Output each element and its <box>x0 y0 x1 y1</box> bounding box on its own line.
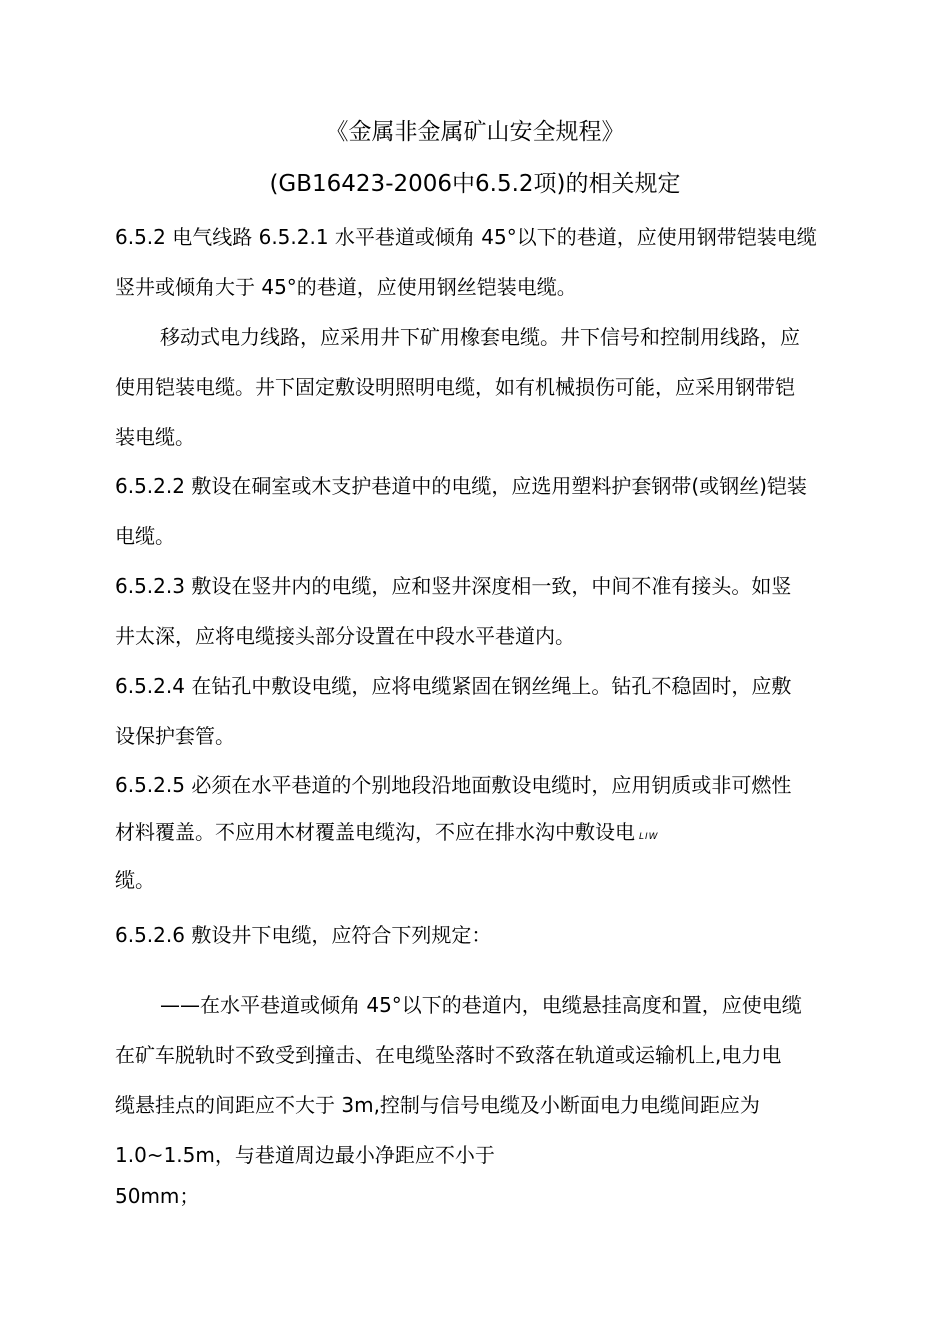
text-line: 6.5.2.4 在钻孔中敷设电缆，应将电缆紧固在钢丝绳上。钻孔不稳固时，应敷 <box>115 674 792 698</box>
text-line: 在矿车脱轨时不致受到撞击、在电缆坠落时不致落在轨道或运输机上,电力电 <box>115 1043 782 1067</box>
text-line: 6.5.2 电气线路 6.5.2.1 水平巷道或倾角 45°以下的巷道，应使用钢带铠装电缆 <box>115 225 817 249</box>
text-line: 6.5.2.5 必须在水平巷道的个别地段沿地面敷设电缆时，应用钥质或非可燃性 <box>115 773 792 797</box>
text-line: 井太深，应将电缆接头部分设置在中段水平巷道内。 <box>115 624 575 648</box>
text-line: 50mm； <box>115 1184 200 1208</box>
document-title: 《金属非金属矿山安全规程》 <box>325 119 625 145</box>
document-subtitle: (GB16423-2006中6.5.2项)的相关规定 <box>269 171 681 197</box>
text-line: 使用铠装电缆。井下固定敷设明照明电缆，如有机械损伤可能，应采用钢带铠 <box>115 375 795 399</box>
text-line: 电缆。 <box>115 524 175 548</box>
text-line: 6.5.2.6 敷设井下电缆，应符合下列规定： <box>115 923 492 947</box>
text-line: ——在水平巷道或倾角 45°以下的巷道内，电缆悬挂高度和置，应使电缆 <box>160 993 802 1017</box>
text-line-with-artifact <box>115 820 659 849</box>
text-line: 装电缆。 <box>115 425 195 449</box>
scan-artifact-text: LIW <box>639 832 659 842</box>
text-line-content: 材料覆盖。不应用木材覆盖电缆沟，不应在排水沟中敷设电 <box>115 820 635 844</box>
text-line: 移动式电力线路，应采用井下矿用橡套电缆。井下信号和控制用线路，应 <box>160 325 800 349</box>
text-line: 缆。 <box>115 868 155 892</box>
text-line: 竖井或倾角大于 45°的巷道，应使用钢丝铠装电缆。 <box>115 275 577 299</box>
text-line: 设保护套管。 <box>115 724 235 748</box>
text-line: 1.0~1.5m，与巷道周边最小净距应不小于 <box>115 1143 495 1167</box>
text-line: 6.5.2.3 敷设在竖井内的电缆，应和竖井深度相一致，中间不准有接头。如竖 <box>115 574 792 598</box>
text-line: 6.5.2.2 敷设在硐室或木支护巷道中的电缆，应选用塑料护套钢带(或钢丝)铠装 <box>115 474 807 498</box>
text-line: 缆悬挂点的间距应不大于 3m,控制与信号电缆及小断面电力电缆间距应为 <box>115 1093 760 1117</box>
